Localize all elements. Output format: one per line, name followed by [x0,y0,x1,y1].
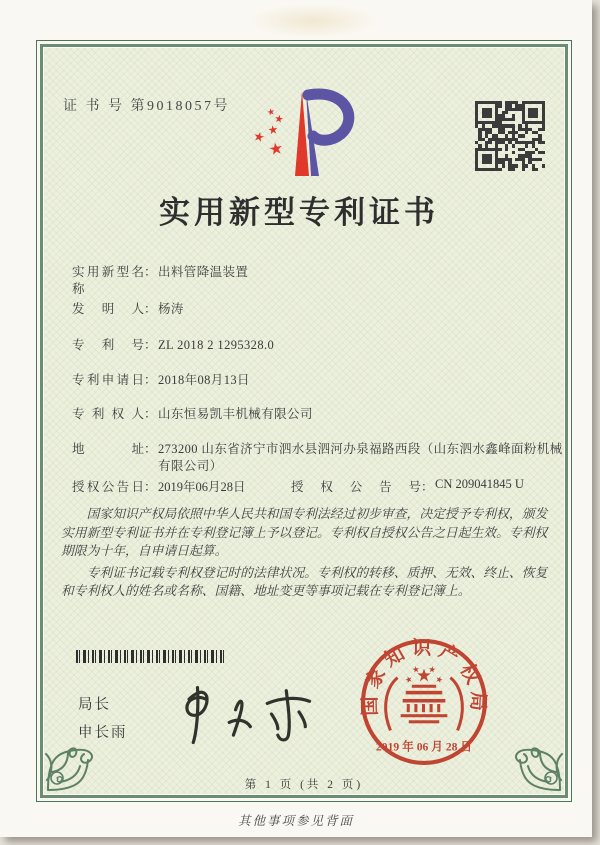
grant-date: 2019年06月28日 [158,480,246,494]
scan-smudge [248,4,378,38]
national-emblem-icon [386,666,463,731]
field-row [72,441,566,475]
field-label: 实用新型名称 [72,265,144,296]
field-row [72,301,566,318]
patentee-name: 山东恒易凯丰机械有限公司 [158,407,313,421]
paragraph: 专利证书记载专利权登记时的法律状况。专利权的转移、质押、无效、终止、恢复和专利权人的姓名或名称、国籍、地址变更等事项记载在专利登记簿上。 [61,565,548,599]
filing-date: 2018年08月13日 [158,373,250,387]
field-colon: ： [144,373,157,387]
seal-text: 国家知识产权局 [360,638,489,718]
grant-date-label: 授权公告日 [72,480,144,494]
field-row [72,406,566,423]
certificate-title: 实用新型专利证书 [159,195,439,230]
statutory-text [61,505,548,601]
inventor-name: 杨涛 [158,302,184,316]
field-colon: ： [144,302,157,316]
official-seal [358,636,490,768]
barcode [76,650,226,663]
field-label: 专利申请日 [72,373,144,387]
paragraph: 国家知识产权局依照中华人民共和国专利法经过初步审查，决定授予专利权，颁发实用新型专利证书并在专利登记簿上予以登记。专利权自授权公告之日起生效。专利权期限为十年，自申请日起算。 [61,507,548,559]
field-label: 发明人 [72,302,144,316]
field-colon: ： [144,265,157,279]
director-name: 申长雨 [78,725,128,742]
back-note: 其他事项参见背面 [237,814,354,828]
field-colon: ： [144,338,157,352]
qr-code [475,101,545,171]
cnipa-logo-icon [245,87,361,183]
seal-date: 2019 年 06 月 28 日 [375,740,473,754]
utility-model-name: 出料管降温装置 [158,265,249,279]
field-colon: ： [144,442,157,456]
patent-number: ZL 2018 2 1295328.0 [158,338,275,352]
director-block [78,691,128,748]
field-label: 地址 [72,442,144,456]
grant-number: CN 209041845 U [435,477,524,491]
patentee-address: 273200 山东省济宁市泗水县泗河办泉福路西段（山东泗水鑫峰面粉机械有限公司） [158,442,563,473]
field-row [72,264,566,298]
field-label: 专利号 [72,338,144,352]
page-number: 第 1 页 (共 2 页) [244,779,364,791]
grant-row [72,477,572,497]
field-colon: ： [421,480,434,494]
director-title: 局长 [78,697,111,713]
field-label: 专利权人 [72,407,144,421]
field-row [72,372,566,389]
certificate-number: 证 书 号 第9018057号 [63,99,230,114]
field-colon: ： [144,480,157,494]
grant-number-label: 授权公告号 [291,480,421,494]
decorative-border-frame [36,40,572,802]
field-row [72,337,566,354]
director-signature-icon [170,681,318,747]
field-colon: ： [144,407,157,421]
